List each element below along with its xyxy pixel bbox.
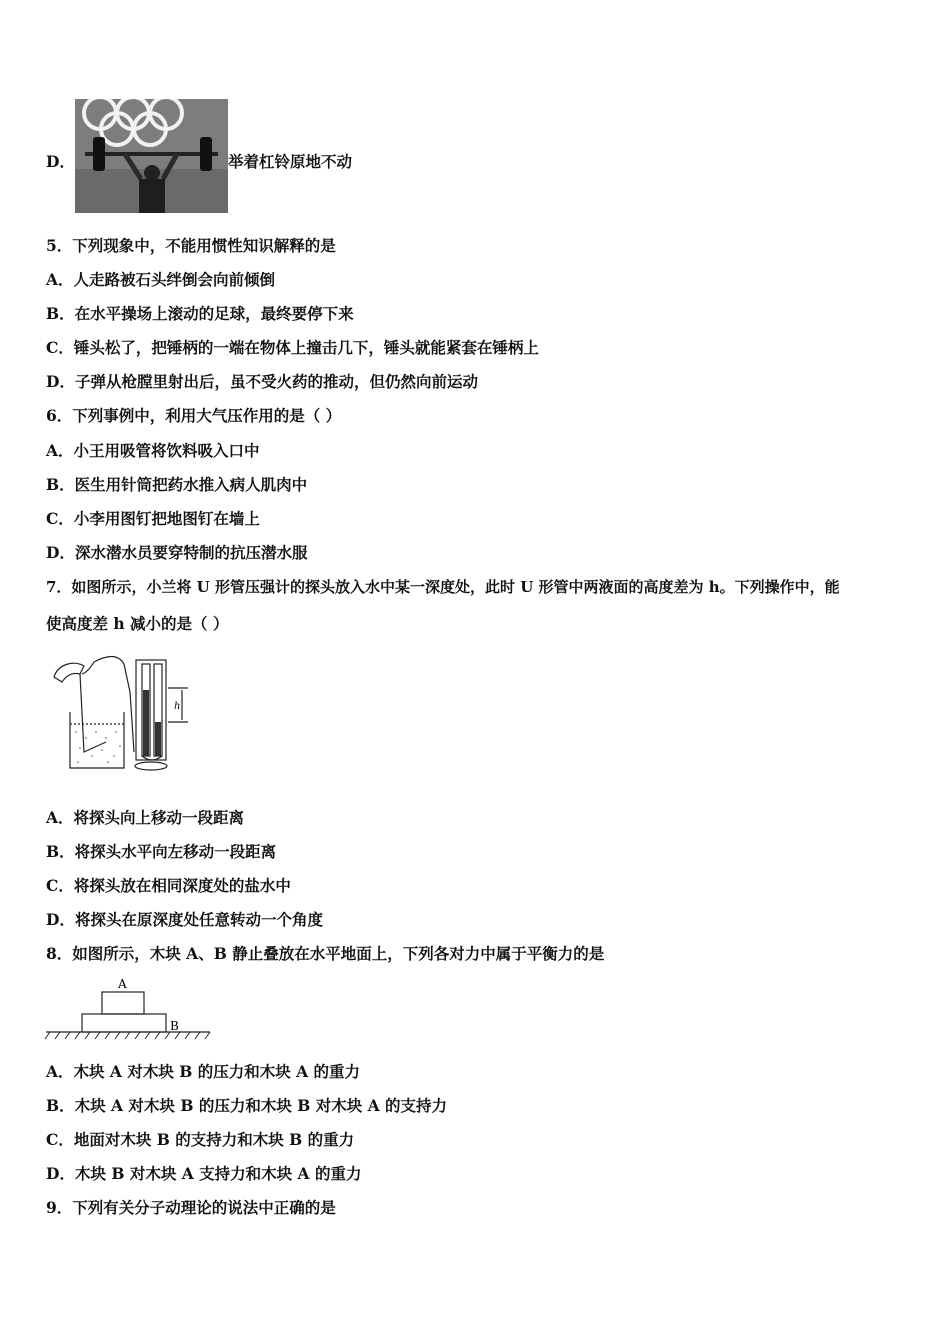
q5-option-a: A．人走路被石头绊倒会向前倾倒 [46, 270, 276, 289]
q9-stem: 9．下列有关分子动理论的说法中正确的是 [46, 1198, 336, 1217]
q7-option-a: A．将探头向上移动一段距离 [46, 808, 245, 827]
q6-option-c: C．小李用图钉把地图钉在墙上 [46, 509, 260, 528]
q4-option-d-letter: D． [46, 152, 75, 171]
q7-stem-line2: 使高度差 h 减小的是（ ） [46, 614, 229, 633]
q7-stem-line1: 7．如图所示，小兰将 U 形管压强计的探头放入水中某一深度处，此时 U 形管中两液面的高度差为 h。下列操作中，能 [46, 578, 840, 596]
q5-option-c: C．锤头松了，把锤柄的一端在物体上撞击几下，锤头就能紧套在锤柄上 [46, 338, 539, 357]
q7-option-b: B．将探头水平向左移动一段距离 [46, 842, 277, 861]
q8-option-c: C．地面对木块 B 的支持力和木块 B 的重力 [46, 1130, 355, 1149]
q7-option-c: C．将探头放在相同深度处的盐水中 [46, 876, 291, 895]
q6-option-d: D．深水潜水员要穿特制的抗压潜水服 [46, 543, 308, 562]
weightlifter-photo [75, 99, 228, 213]
h-label: h [174, 701, 181, 712]
q5-option-b: B．在水平操场上滚动的足球，最终要停下来 [46, 304, 354, 323]
block-a-label: A [118, 977, 127, 991]
pressure-gauge-figure [44, 652, 204, 778]
q6-option-b: B．医生用针筒把药水推入病人肌肉中 [46, 475, 308, 494]
q8-option-d: D．木块 B 对木块 A 支持力和木块 A 的重力 [46, 1164, 362, 1183]
q8-option-b: B．木块 A 对木块 B 的压力和木块 B 对木块 A 的支持力 [46, 1096, 448, 1115]
q8-stem: 8．如图所示，木块 A、B 静止叠放在水平地面上，下列各对力中属于平衡力的是 [46, 944, 605, 963]
q8-option-a: A．木块 A 对木块 B 的压力和木块 A 的重力 [46, 1062, 361, 1081]
q7-option-d: D．将探头在原深度处任意转动一个角度 [46, 910, 323, 929]
q6-option-a: A．小王用吸管将饮料吸入口中 [46, 441, 260, 460]
q4-option-d-text: 举着杠铃原地不动 [228, 152, 353, 171]
blocks-figure [44, 974, 214, 1050]
q5-option-d: D．子弹从枪膛里射出后，虽不受火药的推动，但仍然向前运动 [46, 372, 478, 391]
block-b-label: B [170, 1019, 179, 1033]
q5-stem: 5．下列现象中，不能用惯性知识解释的是 [46, 236, 336, 255]
q6-stem: 6．下列事例中，利用大气压作用的是（ ） [46, 406, 342, 425]
